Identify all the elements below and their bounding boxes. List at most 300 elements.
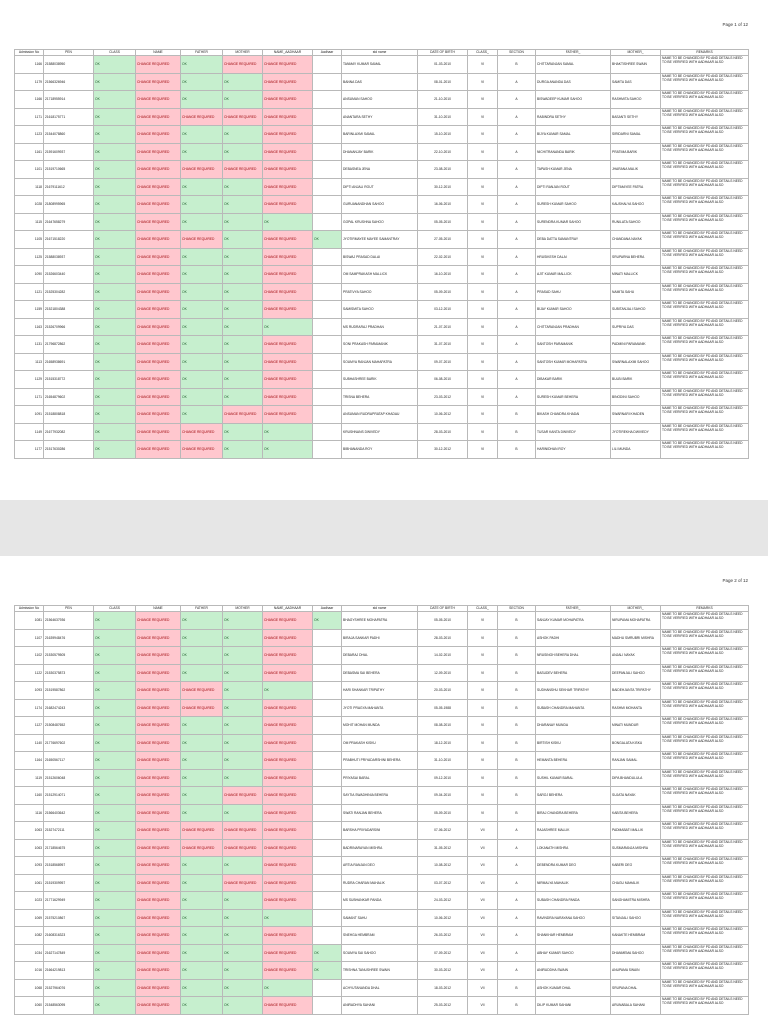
class-status-cell: OK — [94, 423, 136, 441]
table-row — [15, 839, 749, 857]
aadhaar-status-cell — [313, 143, 342, 161]
mother-name-cell: SUBITANJALI SAHOO — [611, 301, 661, 319]
dob-cell: 31-10-2010 — [418, 752, 468, 770]
remarks-cell: NAME TO BE CHANGED BY PD AND DETAILS NEED TO BE VERIFIED WITH AADHAAR ALSO — [661, 143, 749, 161]
pen-cell: 21508487652 — [44, 717, 94, 735]
pen-cell: 21588038950 — [44, 56, 94, 74]
aadhaar-status-cell — [313, 979, 342, 997]
student-name-cell: MS RUDRARAJ PRADHAN — [342, 318, 418, 336]
section-cell: B — [498, 752, 536, 770]
section-cell: A — [498, 371, 536, 389]
class-cell: VI — [468, 56, 498, 74]
dob-cell: 16-06-2010 — [418, 196, 468, 214]
student-name-cell: SUBHASHREE BARIK — [342, 371, 418, 389]
father-status-cell: OK — [181, 804, 223, 822]
name-aadhaar-status-cell: CHANGE REQUIRED — [263, 997, 313, 1015]
admission-no-cell: 1023 — [15, 892, 44, 910]
column-header: Aadhaar — [313, 50, 342, 56]
name-aadhaar-status-cell: CHANGE REQUIRED — [263, 647, 313, 665]
dob-cell: 22-10-2010 — [418, 143, 468, 161]
aadhaar-status-cell — [313, 406, 342, 424]
pen-cell: 21682474243 — [44, 699, 94, 717]
dob-cell: 26-03-2012 — [418, 927, 468, 945]
name-aadhaar-status-cell: OK — [263, 909, 313, 927]
dob-cell: 05-09-2010 — [418, 804, 468, 822]
column-header: MOTHER_ — [611, 50, 661, 56]
class-status-cell: OK — [94, 371, 136, 389]
section-cell: A — [498, 126, 536, 144]
table-row — [15, 126, 749, 144]
admission-no-cell: 1166 — [15, 56, 44, 74]
dob-cell: 24-03-2012 — [418, 892, 468, 910]
class-status-cell: OK — [94, 944, 136, 962]
mother-name-cell: PADMABATI MALLIK — [611, 822, 661, 840]
name-aadhaar-status-cell: CHANGE REQUIRED — [263, 612, 313, 630]
father-name-cell: NRUSINGH BEHERA DHAL — [536, 647, 611, 665]
mother-status-cell: OK — [223, 979, 263, 997]
remarks-cell: NAME TO BE CHANGED BY PD AND DETAILS NEED TO BE VERIFIED WITH AADHAAR ALSO — [661, 997, 749, 1015]
table-row — [15, 612, 749, 630]
mother-status-cell: CHANGE REQUIRED — [223, 108, 263, 126]
student-name-cell: MS SUBHANKAR PANDA — [342, 892, 418, 910]
admission-no-cell: 1122 — [15, 664, 44, 682]
father-name-cell: DHARANAY MUNDA — [536, 717, 611, 735]
section-cell: A — [498, 161, 536, 179]
name-aadhaar-status-cell: CHANGE REQUIRED — [263, 161, 313, 179]
class-status-cell: OK — [94, 752, 136, 770]
student-name-cell: BIBHANANDA ROY — [342, 441, 418, 459]
class-cell: VI — [468, 406, 498, 424]
mother-name-cell: PADMINI PARAMANIK — [611, 336, 661, 354]
name-aadhaar-status-cell: CHANGE REQUIRED — [263, 804, 313, 822]
father-name-cell: SANTOSH KUMAR MOHAPATRA — [536, 353, 611, 371]
pen-cell: 21647658279 — [44, 213, 94, 231]
admission-no-cell: 1121 — [15, 283, 44, 301]
aadhaar-status-cell — [313, 248, 342, 266]
admission-no-cell: 1119 — [15, 769, 44, 787]
remarks-cell: NAME TO BE CHANGED BY PD AND DETAILS NEED TO BE VERIFIED WITH AADHAAR ALSO — [661, 73, 749, 91]
mother-status-cell: OK — [223, 962, 263, 980]
column-header: CLASS — [94, 606, 136, 612]
dob-cell: 21-07-2010 — [418, 318, 468, 336]
mother-name-cell: SUPRIYA DAS — [611, 318, 661, 336]
student-name-cell: SNEHGA HEMBRAM — [342, 927, 418, 945]
name-status-cell: CHANGE REQUIRED — [136, 353, 181, 371]
name-aadhaar-status-cell: CHANGE REQUIRED — [263, 91, 313, 109]
mother-status-cell: OK — [223, 769, 263, 787]
name-aadhaar-status-cell: CHANGE REQUIRED — [263, 787, 313, 805]
class-status-cell: OK — [94, 108, 136, 126]
name-status-cell: CHANGE REQUIRED — [136, 196, 181, 214]
aadhaar-status-cell — [313, 734, 342, 752]
aadhaar-status-cell — [313, 301, 342, 319]
father-name-cell: AJIT KUMAR MALLICK — [536, 266, 611, 284]
remarks-cell: NAME TO BE CHANGED BY PD AND DETAILS NEED TO BE VERIFIED WITH AADHAAR ALSO — [661, 336, 749, 354]
dob-cell: 28-03-2010 — [418, 629, 468, 647]
father-name-cell: LOKANATH MISHRA — [536, 839, 611, 857]
section-cell: A — [498, 892, 536, 910]
mother-status-cell: OK — [223, 213, 263, 231]
name-aadhaar-status-cell: CHANGE REQUIRED — [263, 388, 313, 406]
student-name-cell: DEBASMA SAI BEHERA — [342, 664, 418, 682]
student-name-cell: PRATIVYA SAHOO — [342, 283, 418, 301]
mother-status-cell: OK — [223, 336, 263, 354]
name-aadhaar-status-cell: CHANGE REQUIRED — [263, 822, 313, 840]
table-row — [15, 301, 749, 319]
table-row — [15, 997, 749, 1015]
dob-cell: 05-05-1988 — [418, 699, 468, 717]
dob-cell: 08-01-2010 — [418, 73, 468, 91]
father-name-cell: ASHOK KUMAR DHAL — [536, 979, 611, 997]
dob-cell: 08-08-2010 — [418, 717, 468, 735]
name-aadhaar-status-cell: CHANGE REQUIRED — [263, 857, 313, 875]
section-cell: A — [498, 353, 536, 371]
mother-status-cell: OK — [223, 441, 263, 459]
father-status-cell: OK — [181, 927, 223, 945]
admission-no-cell: 1127 — [15, 717, 44, 735]
mother-name-cell: SRUPANA DHAL — [611, 979, 661, 997]
father-status-cell: CHANGE REQUIRED — [181, 699, 223, 717]
mother-name-cell: SIRIDARNI SAMAL — [611, 126, 661, 144]
class-status-cell: OK — [94, 839, 136, 857]
mother-name-cell: RASHMI MOHANTA — [611, 699, 661, 717]
section-cell: B — [498, 717, 536, 735]
father-name-cell: ASHOK PADHI — [536, 629, 611, 647]
class-status-cell: OK — [94, 231, 136, 249]
mother-name-cell: CHANDANA NAYAK — [611, 231, 661, 249]
father-name-cell: SANJAY KUMAR MOHAPATRA — [536, 612, 611, 630]
name-aadhaar-status-cell: OK — [263, 979, 313, 997]
mother-name-cell: BINODINI SAHOO — [611, 388, 661, 406]
father-status-cell: OK — [181, 126, 223, 144]
dob-cell: 05-09-2010 — [418, 283, 468, 301]
name-aadhaar-status-cell: CHANGE REQUIRED — [263, 892, 313, 910]
student-name-cell: BARINLAXMI SAMAL — [342, 126, 418, 144]
class-cell: VI — [468, 248, 498, 266]
class-cell: VI — [468, 161, 498, 179]
class-cell: VII — [468, 979, 498, 997]
pen-cell: 21519309957 — [44, 874, 94, 892]
mother-name-cell: SITANJALI SAHOO — [611, 909, 661, 927]
name-aadhaar-status-cell: CHANGE REQUIRED — [263, 56, 313, 74]
section-cell: A — [498, 839, 536, 857]
remarks-cell: NAME TO BE CHANGED BY PD AND DETAILS NEED TO BE VERIFIED WITH AADHAAR ALSO — [661, 979, 749, 997]
class-cell: VI — [468, 143, 498, 161]
mother-name-cell: DHANMEMA SAHOO — [611, 944, 661, 962]
name-aadhaar-status-cell: CHANGE REQUIRED — [263, 664, 313, 682]
father-name-cell: CHITTARANJAN PRADHAN — [536, 318, 611, 336]
student-name-cell: SAMANT SAHU — [342, 909, 418, 927]
student-name-cell: DHANANJAY BARIK — [342, 143, 418, 161]
name-status-cell: CHANGE REQUIRED — [136, 874, 181, 892]
father-status-cell: OK — [181, 56, 223, 74]
table-row — [15, 979, 749, 997]
admission-no-cell: 1171 — [15, 388, 44, 406]
admission-no-cell: 1093 — [15, 857, 44, 875]
mother-status-cell: OK — [223, 647, 263, 665]
class-cell: VI — [468, 423, 498, 441]
father-name-cell: SUBASH CHANDRA MAHANTA — [536, 699, 611, 717]
section-cell: B — [498, 979, 536, 997]
column-header: SECTION — [498, 50, 536, 56]
father-status-cell: CHANGE REQUIRED — [181, 423, 223, 441]
aadhaar-status-cell — [313, 91, 342, 109]
student-name-cell: BIRAJA SANKAR PADHI — [342, 629, 418, 647]
pen-cell: 21525304282 — [44, 283, 94, 301]
admission-no-cell: 1081 — [15, 612, 44, 630]
student-name-cell: SAMISMITA SAHOO — [342, 301, 418, 319]
table-row — [15, 388, 749, 406]
dob-cell: 16-10-2010 — [418, 266, 468, 284]
aadhaar-status-cell: OK — [313, 962, 342, 980]
class-cell: VI — [468, 213, 498, 231]
father-status-cell: OK — [181, 769, 223, 787]
remarks-cell: NAME TO BE CHANGED BY PD AND DETAILS NEED TO BE VERIFIED WITH AADHAAR ALSO — [661, 962, 749, 980]
pen-cell: 21627147849 — [44, 944, 94, 962]
column-header: DATE OF BIRTH — [418, 50, 468, 56]
father-name-cell: SURENDRA KUMAR SAHOO — [536, 213, 611, 231]
mother-status-cell: OK — [223, 196, 263, 214]
name-status-cell: CHANGE REQUIRED — [136, 927, 181, 945]
admission-no-cell: 1161 — [15, 143, 44, 161]
father-status-cell: OK — [181, 301, 223, 319]
father-status-cell: OK — [181, 73, 223, 91]
father-name-cell: SHANKHAR HEMBRAM — [536, 927, 611, 945]
aadhaar-status-cell — [313, 647, 342, 665]
remarks-cell: NAME TO BE CHANGED BY PD AND DETAILS NEED TO BE VERIFIED WITH AADHAAR ALSO — [661, 423, 749, 441]
name-aadhaar-status-cell: CHANGE REQUIRED — [263, 248, 313, 266]
column-header: PEN — [44, 606, 94, 612]
mother-status-cell: OK — [223, 927, 263, 945]
admission-no-cell: 1115 — [15, 213, 44, 231]
name-status-cell: CHANGE REQUIRED — [136, 108, 181, 126]
column-header: FATHER — [181, 50, 223, 56]
admission-no-cell: 1063 — [15, 839, 44, 857]
pen-cell: 21671518220 — [44, 231, 94, 249]
father-name-cell: SUDHANSHU SEKHAR TRIPATHY — [536, 682, 611, 700]
section-cell: A — [498, 231, 536, 249]
pen-cell: 21658938691 — [44, 353, 94, 371]
remarks-cell: NAME TO BE CHANGED BY PD AND DETAILS NEED TO BE VERIFIED WITH AADHAAR ALSO — [661, 839, 749, 857]
aadhaar-status-cell — [313, 664, 342, 682]
student-name-cell: HARI SHANKAR TRIPATHY — [342, 682, 418, 700]
table-row — [15, 664, 749, 682]
student-name-cell: TRISHNA TANUSHREE SWAIN — [342, 962, 418, 980]
class-status-cell: OK — [94, 73, 136, 91]
class-status-cell: OK — [94, 874, 136, 892]
section-cell: A — [498, 822, 536, 840]
dob-cell: 03-07-2012 — [418, 874, 468, 892]
student-name-cell: SWATI RANJAN BEHERA — [342, 804, 418, 822]
pen-cell: 21618175771 — [44, 108, 94, 126]
name-aadhaar-status-cell: CHANGE REQUIRED — [263, 699, 313, 717]
name-aadhaar-status-cell: CHANGE REQUIRED — [263, 962, 313, 980]
section-cell: A — [498, 213, 536, 231]
column-header: FATHER — [181, 606, 223, 612]
name-status-cell: CHANGE REQUIRED — [136, 73, 181, 91]
class-status-cell: OK — [94, 699, 136, 717]
mother-name-cell: SANGHAMITRA MISHRA — [611, 892, 661, 910]
class-cell: VI — [468, 717, 498, 735]
pen-cell: 21527472111 — [44, 822, 94, 840]
aadhaar-status-cell — [313, 56, 342, 74]
admission-no-cell: 1160 — [15, 787, 44, 805]
class-cell: VII — [468, 962, 498, 980]
column-header: FATHER_ — [536, 606, 611, 612]
section-cell: A — [498, 962, 536, 980]
father-status-cell: OK — [181, 857, 223, 875]
dob-cell: 09-12-2010 — [418, 769, 468, 787]
class-cell: VI — [468, 73, 498, 91]
column-header: PEN — [44, 50, 94, 56]
class-cell: VII — [468, 857, 498, 875]
remarks-cell: NAME TO BE CHANGED BY PD AND DETAILS NEED TO BE VERIFIED WITH AADHAAR ALSO — [661, 353, 749, 371]
mother-status-cell: OK — [223, 283, 263, 301]
class-cell: VI — [468, 769, 498, 787]
class-cell: VI — [468, 91, 498, 109]
dob-cell: 18-03-2012 — [418, 979, 468, 997]
pen-cell: 21526709966 — [44, 318, 94, 336]
section-cell: A — [498, 196, 536, 214]
name-status-cell: CHANGE REQUIRED — [136, 717, 181, 735]
class-status-cell: OK — [94, 441, 136, 459]
pen-cell: 21808995965 — [44, 196, 94, 214]
father-status-cell: OK — [181, 353, 223, 371]
section-cell: A — [498, 944, 536, 962]
mother-name-cell: DEEPANJALI SAHOO — [611, 664, 661, 682]
aadhaar-status-cell — [313, 196, 342, 214]
remarks-cell: NAME TO BE CHANGED BY PD AND DETAILS NEED TO BE VERIFIED WITH AADHAAR ALSO — [661, 178, 749, 196]
student-name-cell: BISWAJ PRASAD DALAI — [342, 248, 418, 266]
class-cell: VI — [468, 804, 498, 822]
class-status-cell: OK — [94, 196, 136, 214]
name-status-cell: CHANGE REQUIRED — [136, 406, 181, 424]
section-cell: B — [498, 441, 536, 459]
table-row — [15, 804, 749, 822]
name-status-cell: CHANGE REQUIRED — [136, 909, 181, 927]
father-name-cell: SURESH KUMAR BEHERA — [536, 388, 611, 406]
table-row — [15, 787, 749, 805]
class-cell: VI — [468, 178, 498, 196]
pen-cell: 21548563095 — [44, 997, 94, 1015]
aadhaar-status-cell: OK — [313, 612, 342, 630]
section-cell: B — [498, 664, 536, 682]
remarks-cell: NAME TO BE CHANGED BY PD AND DETAILS NEED TO BE VERIFIED WITH AADHAAR ALSO — [661, 388, 749, 406]
class-cell: VII — [468, 839, 498, 857]
table-row — [15, 909, 749, 927]
name-status-cell: CHANGE REQUIRED — [136, 997, 181, 1015]
father-status-cell: CHANGE REQUIRED — [181, 839, 223, 857]
class-status-cell: OK — [94, 892, 136, 910]
pen-cell: 21677932082 — [44, 423, 94, 441]
student-name-cell: ANANTARA SETHY — [342, 108, 418, 126]
name-status-cell: CHANGE REQUIRED — [136, 647, 181, 665]
section-cell: A — [498, 909, 536, 927]
student-name-cell: SOUMYA SAI SAHOO — [342, 944, 418, 962]
section-cell: A — [498, 73, 536, 91]
admission-no-cell: 1159 — [15, 301, 44, 319]
class-cell: VI — [468, 371, 498, 389]
section-cell: A — [498, 143, 536, 161]
name-status-cell: CHANGE REQUIRED — [136, 231, 181, 249]
mother-name-cell: KABERI DEO — [611, 857, 661, 875]
dob-cell: 09-07-2010 — [418, 353, 468, 371]
section-cell: A — [498, 388, 536, 406]
student-name-cell: JYOTIRMAYEE MAYEE SAMANTRAY — [342, 231, 418, 249]
name-status-cell: CHANGE REQUIRED — [136, 213, 181, 231]
pen-cell: 21679111612 — [44, 178, 94, 196]
section-cell: A — [498, 178, 536, 196]
pen-cell: 21512606048 — [44, 769, 94, 787]
admission-no-cell: 1101 — [15, 161, 44, 179]
class-status-cell: OK — [94, 248, 136, 266]
column-header: FATHER_ — [536, 50, 611, 56]
student-name-cell: JYOTI PRAGYA MAHANTA — [342, 699, 418, 717]
dob-cell: 05-05-2010 — [418, 213, 468, 231]
name-aadhaar-status-cell: CHANGE REQUIRED — [263, 196, 313, 214]
pen-cell: 21530579505 — [44, 647, 94, 665]
mother-status-cell: OK — [223, 804, 263, 822]
section-cell: B — [498, 787, 536, 805]
dob-cell: 23-08-2010 — [418, 161, 468, 179]
class-status-cell: OK — [94, 857, 136, 875]
student-name-cell: DEBASNEA JENA — [342, 161, 418, 179]
remarks-cell: NAME TO BE CHANGED BY PD AND DETAILS NEED TO BE VERIFIED WITH AADHAAR ALSO — [661, 612, 749, 630]
father-name-cell: SURESH KUMAR SAHOO — [536, 196, 611, 214]
name-aadhaar-status-cell: CHANGE REQUIRED — [263, 108, 313, 126]
mother-name-cell: JHARANA MALIK — [611, 161, 661, 179]
class-status-cell: OK — [94, 979, 136, 997]
name-status-cell: CHANGE REQUIRED — [136, 699, 181, 717]
table-row — [15, 423, 749, 441]
student-name-cell: GURUANANDHAN SAHOO — [342, 196, 418, 214]
class-status-cell: OK — [94, 266, 136, 284]
mother-status-cell: OK — [223, 997, 263, 1015]
section-cell: B — [498, 682, 536, 700]
pen-cell: 21527964076 — [44, 979, 94, 997]
table-row — [15, 231, 749, 249]
father-name-cell: DIPTI RANJAN ROUT — [536, 178, 611, 196]
pen-cell: 21544078860 — [44, 126, 94, 144]
aadhaar-status-cell — [313, 161, 342, 179]
mother-name-cell: JYOTIREKHA DWIVEDY — [611, 423, 661, 441]
student-name-cell: BADRINARAYAN MISHRA — [342, 839, 418, 857]
aadhaar-status-cell — [313, 787, 342, 805]
admission-no-cell: 1129 — [15, 371, 44, 389]
name-aadhaar-status-cell: OK — [263, 318, 313, 336]
class-cell: VII — [468, 927, 498, 945]
aadhaar-status-cell — [313, 283, 342, 301]
remarks-cell: NAME TO BE CHANGED BY PD AND DETAILS NEED TO BE VERIFIED WITH AADHAAR ALSO — [661, 699, 749, 717]
aadhaar-status-cell — [313, 318, 342, 336]
column-header: Admission No — [15, 50, 44, 56]
name-status-cell: CHANGE REQUIRED — [136, 944, 181, 962]
remarks-cell: NAME TO BE CHANGED BY PD AND DETAILS NEED TO BE VERIFIED WITH AADHAAR ALSO — [661, 664, 749, 682]
column-header: std name — [342, 50, 418, 56]
table-row — [15, 318, 749, 336]
class-cell: VI — [468, 318, 498, 336]
father-name-cell: SUBASH CHANDRA PANDA — [536, 892, 611, 910]
mother-name-cell: DIPTIMAYEE PATRA — [611, 178, 661, 196]
name-aadhaar-status-cell: CHANGE REQUIRED — [263, 266, 313, 284]
father-name-cell: TAPASH KUMAR JENA — [536, 161, 611, 179]
father-status-cell: CHANGE REQUIRED — [181, 682, 223, 700]
aadhaar-status-cell — [313, 353, 342, 371]
father-status-cell: CHANGE REQUIRED — [181, 231, 223, 249]
father-status-cell: OK — [181, 629, 223, 647]
student-table — [14, 605, 749, 1015]
mother-name-cell: ANJALI NAYAK — [611, 647, 661, 665]
